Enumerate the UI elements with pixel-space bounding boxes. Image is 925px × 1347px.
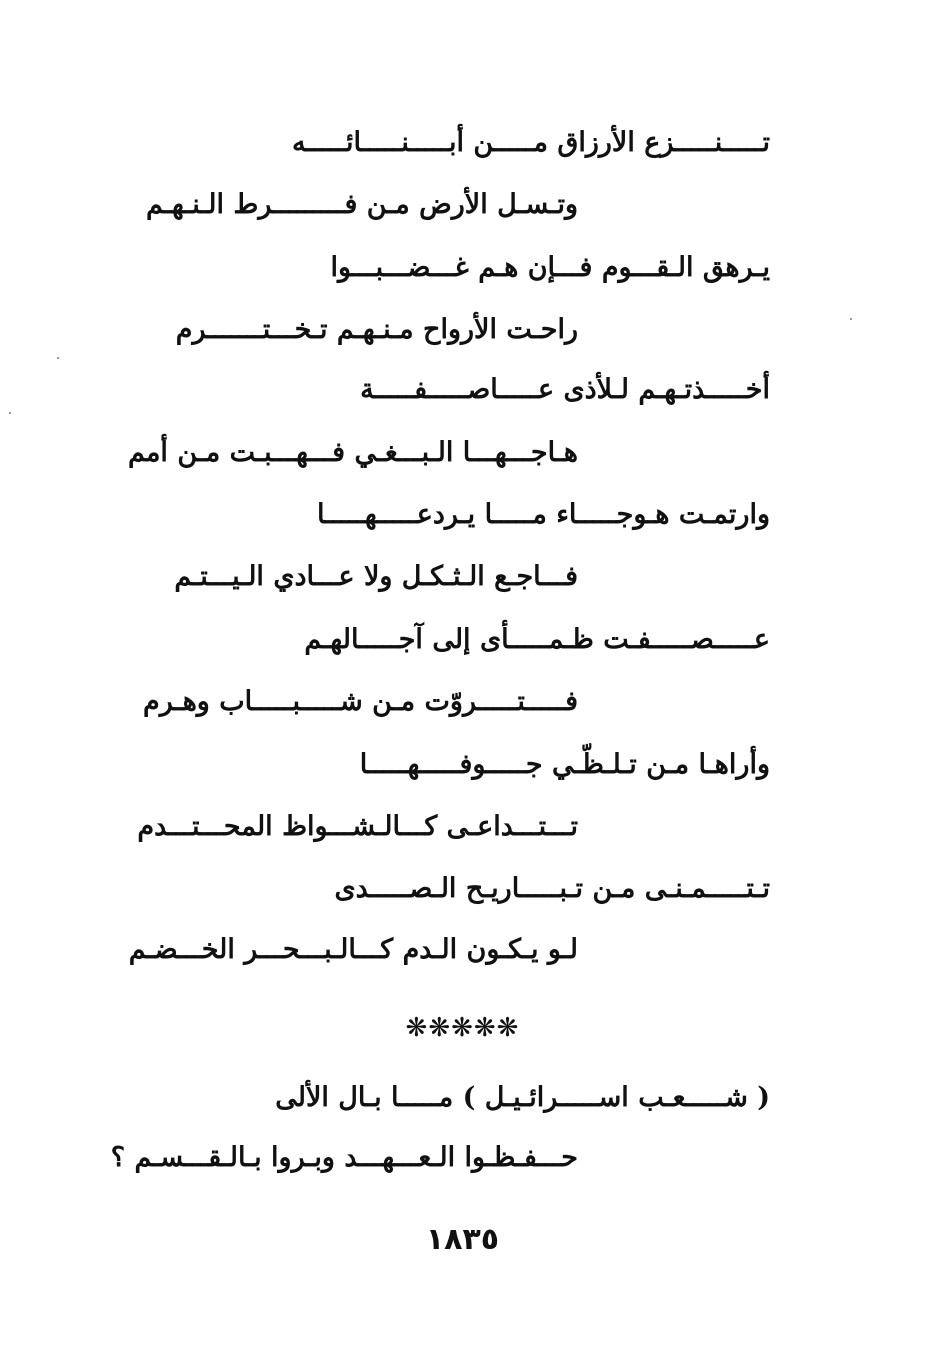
- verse-line-14: لـو يـكـون الـدم كـــالـبـــحـــر الخـــضـم: [128, 934, 578, 965]
- verse-line-2: وتـسـل الأرض مـن فـــــــــرط الـنـهـم: [146, 189, 578, 220]
- verse-line-8: فـــاجـع الـثـكـل ولا عـــادي الـيـــتـم: [174, 561, 578, 592]
- verse-line-4: راحـت الأرواح مـنـهـم تـخـــتـــــــرم: [175, 314, 578, 345]
- verse-line-7: وارتمـت هـوجـــــاء مـــــا يـردعـــــهـــــا: [316, 499, 770, 530]
- verse-line-1: تـــــنـــــزع الأرزاق مـــــن أبـــــنـــــائـــــه: [292, 127, 770, 158]
- verse-line-6: هـاجـــهـــا الـبـــغـي فـــهـــبـت مـن أمم: [128, 437, 578, 468]
- scan-speck: [9, 412, 11, 414]
- section-separator: ❋❋❋❋❋: [405, 1013, 520, 1043]
- verse-line-9: عـــــصـــــفـت ظـمـــــأى إلى آجـــــالهـم: [304, 624, 770, 655]
- verse-line-10: فـــــتـــــروّت مـن شـــــبـــــاب وهـرم: [143, 686, 578, 717]
- verse-line-13: تـتـــــمـنـى مـن تـبـــــاريـح الـصـــــدى: [334, 873, 770, 904]
- page-number: ١٨٣٥: [425, 1222, 500, 1257]
- scan-speck: [850, 318, 852, 320]
- scan-speck: [57, 357, 59, 359]
- verse-line-12: تـــتـــداعـى كـــالـشـــواظ المحـــتـــدم: [137, 811, 578, 842]
- verse-line-3: يـرهق الـقـــوم فـــإن هـم غـــضـــبـــوا: [330, 252, 770, 283]
- verse-line-15: ( شـــــعـب اســـــرائـيـل ) مـــــا بـال الألى: [275, 1082, 770, 1113]
- verse-line-11: وأراهـا مـن تـلـظّـي جـــــوفـــــهـــــا: [359, 749, 770, 780]
- verse-line-5: أخـــــذتـهـم لـلأذى عـــــاصـــــفـــــة: [360, 374, 770, 405]
- verse-line-16: حـــفـظـوا الـعـــهـــد وبـروا بـالـقـــسـم ؟: [110, 1142, 578, 1173]
